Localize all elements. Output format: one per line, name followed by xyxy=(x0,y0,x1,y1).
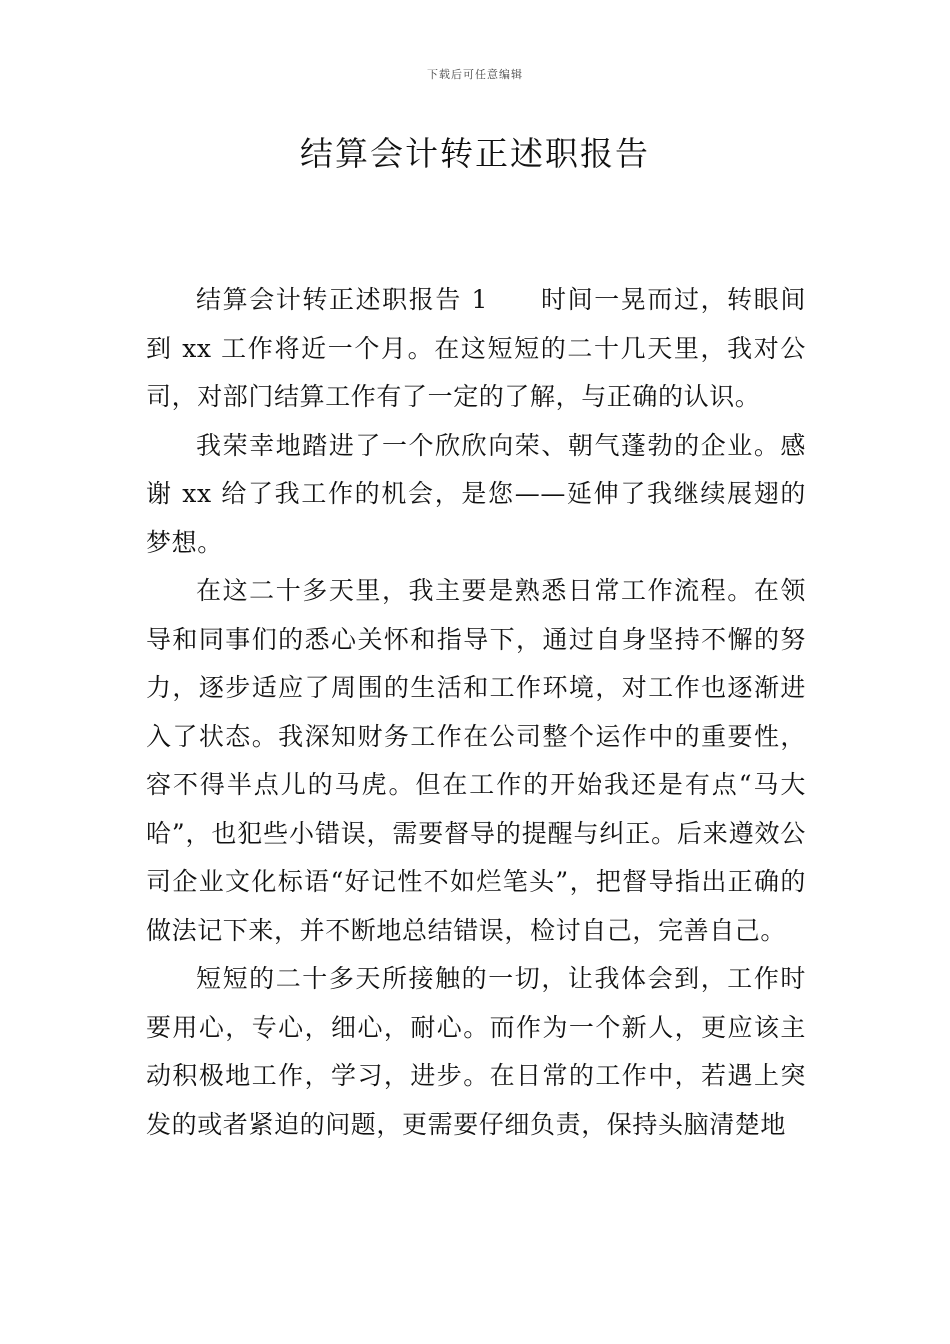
paragraph-1-lead: 结算会计转正述职报告 1 xyxy=(196,285,489,314)
paragraph-2: 我荣幸地踏进了一个欣欣向荣、朝气蓬勃的企业。感谢 xx 给了我工作的机会，是您——延伸了我继续展翅的梦想。 xyxy=(146,430,806,557)
paragraph-1-text: 时间一晃而过，转眼间到 xx 工作将近一个月。在这短短的二十几天里，我对公司，对部门结算工作有了一定的了解，与正确的认识。 xyxy=(146,285,806,411)
paragraph-4: 短短的二十多天所接触的一切，让我体会到，工作时要用心，专心，细心，耐心。而作为一个新人，更应该主动积极地工作，学习，进步。在日常的工作中，若遇上突发的或者紧迫的问题，更需要仔细负责，保持头脑清楚地 xyxy=(146,964,806,1139)
header-note: 下载后可任意编辑 xyxy=(427,68,523,81)
paragraph-1 xyxy=(146,276,806,422)
document-body xyxy=(146,276,806,1149)
paragraph-3: 在这二十多天里，我主要是熟悉日常工作流程。在领导和同事们的悉心关怀和指导下，通过自身坚持不懈的努力，逐步适应了周围的生活和工作环境，对工作也逐渐进入了状态。我深知财务工作在公司整个运作中的重要性，容不得半点儿的马虎。但在工作的开始我还是有点“马大哈”，也犯些小错误，需要督导的提醒与纠正。后来遵效公司企业文化标语“好记性不如烂笔头”，把督导指出正确的做法记下来，并不断地总结错误，检讨自己，完善自己。 xyxy=(146,576,806,945)
document-title: 结算会计转正述职报告 xyxy=(300,134,650,173)
